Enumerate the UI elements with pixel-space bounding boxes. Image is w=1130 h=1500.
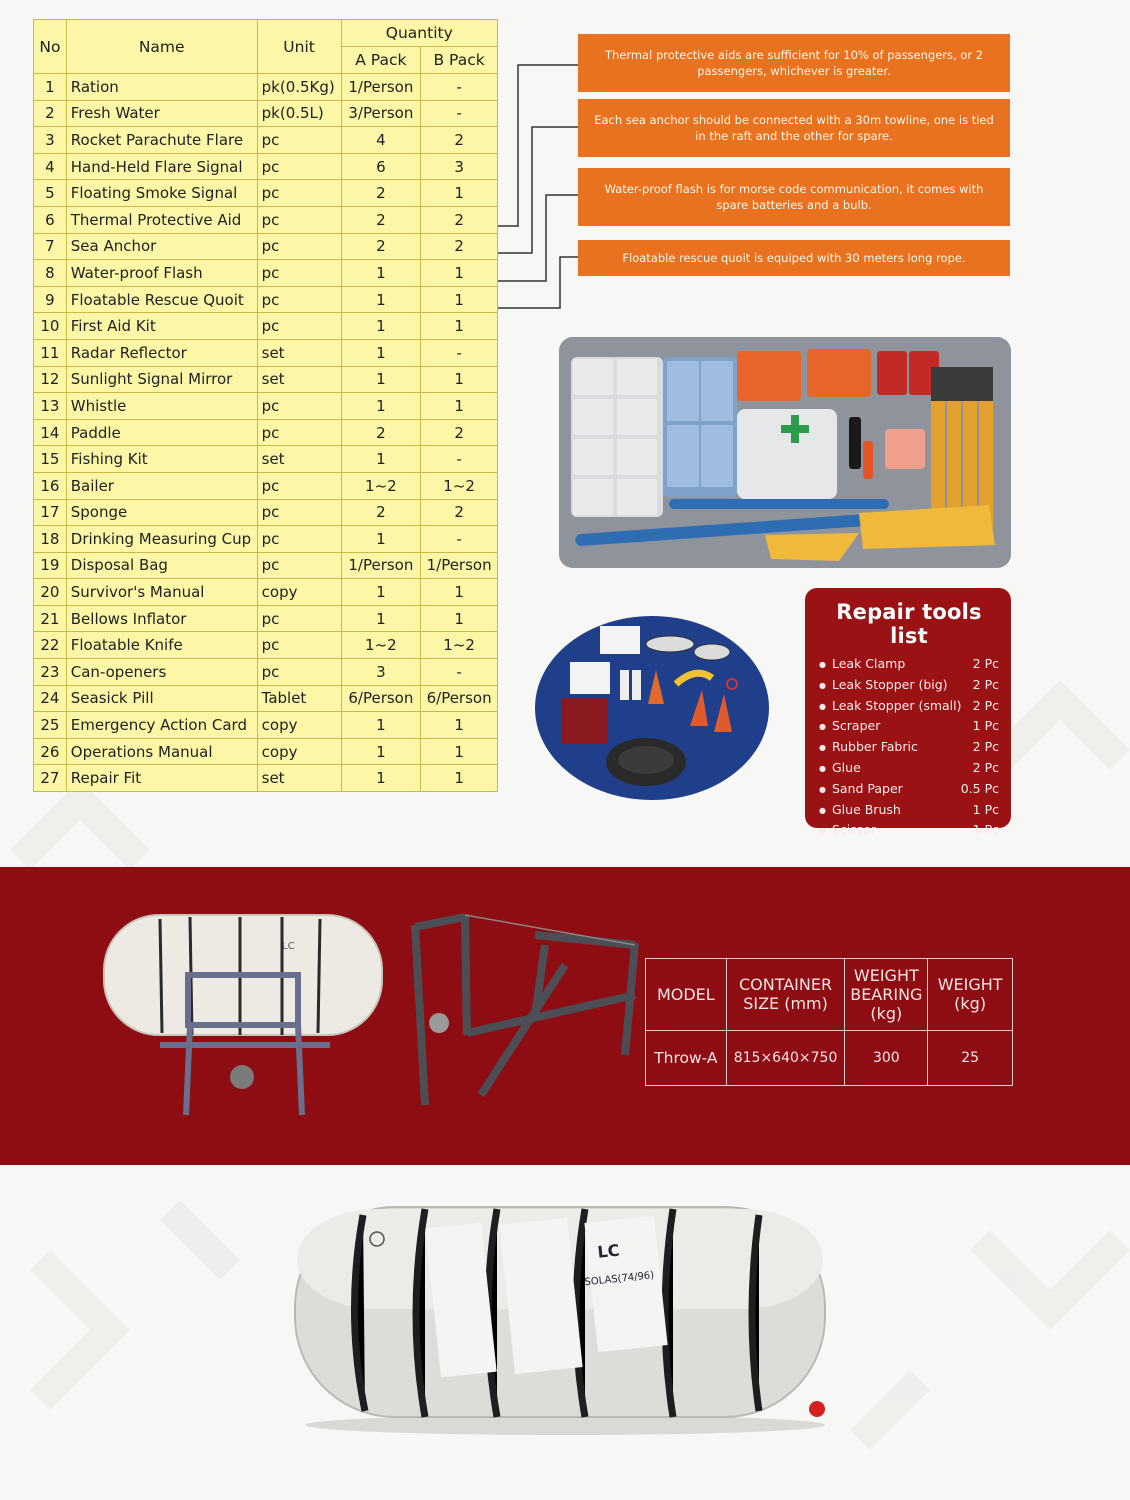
table-row (34, 738, 498, 765)
list-item (819, 654, 999, 675)
repair-item-qty: 1 Pc (972, 718, 999, 734)
container-solas-label: SOLAS(74/96) (584, 1270, 655, 1289)
row-a-pack: 1 (341, 765, 421, 792)
row-name: Repair Fit (66, 765, 257, 792)
glue-tube-icon (620, 670, 629, 700)
row-unit: set (257, 339, 341, 366)
row-a-pack: 1 (341, 579, 421, 606)
table-row (34, 499, 498, 526)
table-row (34, 605, 498, 632)
row-unit: pc (257, 180, 341, 207)
row-no: 20 (34, 579, 67, 606)
row-no: 22 (34, 632, 67, 659)
leak-clamp-icon (646, 636, 694, 652)
row-b-pack: 1~2 (421, 472, 498, 499)
row-unit: pc (257, 499, 341, 526)
row-a-pack: 6/Person (341, 685, 421, 712)
list-item (819, 779, 999, 800)
row-no: 27 (34, 765, 67, 792)
row-name: Floating Smoke Signal (66, 180, 257, 207)
row-no: 19 (34, 552, 67, 579)
row-b-pack: 1 (421, 712, 498, 739)
table-row (34, 579, 498, 606)
repair-item-name: ● Leak Stopper (big) (819, 675, 948, 696)
repair-item-qty: 0.5 Pc (960, 780, 999, 796)
row-no: 14 (34, 419, 67, 446)
row-b-pack: - (421, 74, 498, 101)
row-name: Floatable Knife (66, 632, 257, 659)
row-unit: set (257, 446, 341, 473)
repair-tools-title: Repair tools list (836, 600, 982, 648)
repair-item-qty: 1 Pc (972, 801, 999, 817)
list-item (819, 758, 999, 779)
row-unit: pc (257, 233, 341, 260)
repair-item-name: ● Rubber Fabric (819, 737, 918, 758)
launching-cradle-image (405, 905, 645, 1130)
raft-container-large-image (285, 1195, 845, 1435)
row-a-pack: 2 (341, 233, 421, 260)
row-name: Paddle (66, 419, 257, 446)
row-unit: copy (257, 579, 341, 606)
row-name: Bailer (66, 472, 257, 499)
table-row (34, 419, 498, 446)
row-name: Fishing Kit (66, 446, 257, 473)
callout-waterproof-flash: Water-proof flash is for morse code communication, it comes with spare batteries and a bulb. (578, 168, 1010, 226)
row-unit: pc (257, 632, 341, 659)
row-a-pack: 1 (341, 286, 421, 313)
header-unit: Unit (257, 20, 341, 74)
row-name: Seasick Pill (66, 685, 257, 712)
repair-tools-list (805, 588, 1011, 838)
row-a-pack: 1 (341, 339, 421, 366)
row-b-pack: - (421, 100, 498, 127)
repair-item-qty: 1 Pc (972, 822, 999, 838)
row-b-pack: 1 (421, 260, 498, 287)
row-no: 26 (34, 738, 67, 765)
row-name: Water-proof Flash (66, 260, 257, 287)
callout-thermal-aid: Thermal protective aids are sufficient for 10% of passengers, or 2 passengers, whichever is greater. (578, 34, 1010, 92)
row-b-pack: - (421, 339, 498, 366)
row-unit: pc (257, 206, 341, 233)
row-no: 21 (34, 605, 67, 632)
row-no: 15 (34, 446, 67, 473)
rubber-fabric-icon (562, 698, 608, 744)
row-a-pack: 1~2 (341, 472, 421, 499)
row-name: Can-openers (66, 659, 257, 686)
row-a-pack: 2 (341, 499, 421, 526)
repair-item-qty: 2 Pc (972, 697, 999, 713)
spec-header-model: MODEL (646, 959, 727, 1031)
table-row (34, 712, 498, 739)
repair-item-qty: 2 Pc (972, 759, 999, 775)
row-unit: pc (257, 286, 341, 313)
list-item (819, 800, 999, 821)
header-no: No (34, 20, 67, 74)
row-name: First Aid Kit (66, 313, 257, 340)
repair-item-name: ● Scissor (819, 820, 876, 841)
row-name: Sea Anchor (66, 233, 257, 260)
callout-rescue-quoit: Floatable rescue quoit is equiped with 30 meters long rope. (578, 240, 1010, 276)
list-item (819, 696, 999, 717)
row-unit: copy (257, 738, 341, 765)
row-a-pack: 1 (341, 712, 421, 739)
container-logo-large: LC (596, 1240, 621, 1262)
row-no: 18 (34, 526, 67, 553)
row-b-pack: 2 (421, 419, 498, 446)
drain-plug-icon (809, 1401, 825, 1417)
table-row (34, 765, 498, 792)
row-no: 7 (34, 233, 67, 260)
callout-sea-anchor: Each sea anchor should be connected with a 30m towline, one is tied in the raft and the other for spare. (578, 99, 1010, 157)
row-b-pack: 1/Person (421, 552, 498, 579)
row-unit: pc (257, 313, 341, 340)
repair-item-qty: 2 Pc (972, 656, 999, 671)
row-a-pack: 1~2 (341, 632, 421, 659)
row-b-pack: 1 (421, 579, 498, 606)
row-a-pack: 2 (341, 206, 421, 233)
row-b-pack: - (421, 659, 498, 686)
list-item (819, 737, 999, 758)
sandpaper-icon (600, 626, 640, 654)
row-name: Hand-Held Flare Signal (66, 153, 257, 180)
spec-table (645, 958, 1013, 1086)
row-a-pack: 3/Person (341, 100, 421, 127)
row-unit: pk(0.5L) (257, 100, 341, 127)
header-quantity: Quantity (341, 20, 497, 47)
row-unit: pc (257, 659, 341, 686)
repair-item-name: ● Sand Paper (819, 779, 903, 800)
row-name: Sponge (66, 499, 257, 526)
row-no: 17 (34, 499, 67, 526)
table-row (34, 632, 498, 659)
spec-weight-bearing: 300 (845, 1030, 928, 1085)
row-no: 3 (34, 127, 67, 154)
repair-item-qty: 2 Pc (972, 676, 999, 692)
row-name: Survivor's Manual (66, 579, 257, 606)
row-unit: pc (257, 260, 341, 287)
row-a-pack: 1 (341, 313, 421, 340)
row-name: Emergency Action Card (66, 712, 257, 739)
row-a-pack: 1 (341, 605, 421, 632)
row-name: Operations Manual (66, 738, 257, 765)
row-b-pack: 1 (421, 366, 498, 393)
container-logo-small: LC (282, 941, 295, 952)
row-b-pack: 3 (421, 153, 498, 180)
release-unit-icon (429, 1013, 449, 1033)
list-item (819, 675, 999, 696)
table-row (34, 393, 498, 420)
row-unit: copy (257, 712, 341, 739)
list-item (819, 716, 999, 737)
row-no: 24 (34, 685, 67, 712)
row-name: Bellows Inflator (66, 605, 257, 632)
row-name: Ration (66, 74, 257, 101)
row-no: 4 (34, 153, 67, 180)
repair-tools-items (819, 654, 999, 841)
row-a-pack: 2 (341, 180, 421, 207)
row-no: 2 (34, 100, 67, 127)
row-b-pack: 1 (421, 605, 498, 632)
row-no: 1 (34, 74, 67, 101)
row-unit: pc (257, 605, 341, 632)
row-no: 10 (34, 313, 67, 340)
row-b-pack: 2 (421, 499, 498, 526)
row-a-pack: 6 (341, 153, 421, 180)
repair-item-name: ● Glue (819, 758, 861, 779)
first-aid-bag-icon (737, 409, 837, 499)
row-name: Thermal Protective Aid (66, 206, 257, 233)
spec-container-size: 815×640×750 (726, 1030, 845, 1085)
row-no: 23 (34, 659, 67, 686)
row-no: 9 (34, 286, 67, 313)
row-no: 6 (34, 206, 67, 233)
table-row (34, 366, 498, 393)
spec-header-container-size: CONTAINER SIZE (mm) (726, 959, 845, 1031)
row-unit: pc (257, 552, 341, 579)
row-a-pack: 1 (341, 738, 421, 765)
repair-item-name: ● Leak Clamp (819, 654, 905, 675)
row-b-pack: 1~2 (421, 632, 498, 659)
row-a-pack: 1 (341, 446, 421, 473)
row-unit: pc (257, 419, 341, 446)
row-name: Disposal Bag (66, 552, 257, 579)
table-row (34, 659, 498, 686)
water-packs-icon (663, 357, 737, 497)
spec-header-weight-bearing: WEIGHT BEARING (kg) (845, 959, 928, 1031)
spec-weight: 25 (928, 1030, 1013, 1085)
row-b-pack: 2 (421, 206, 498, 233)
table-row (34, 685, 498, 712)
row-a-pack: 1 (341, 366, 421, 393)
row-a-pack: 1 (341, 526, 421, 553)
header-b-pack: B Pack (421, 47, 498, 74)
row-a-pack: 1/Person (341, 74, 421, 101)
repair-item-name: ● Scraper (819, 716, 880, 737)
row-no: 16 (34, 472, 67, 499)
row-a-pack: 3 (341, 659, 421, 686)
row-unit: pc (257, 526, 341, 553)
row-unit: pc (257, 153, 341, 180)
row-a-pack: 1 (341, 393, 421, 420)
header-a-pack: A Pack (341, 47, 421, 74)
list-item (819, 820, 999, 841)
table-row (34, 472, 498, 499)
table-row (34, 552, 498, 579)
row-no: 8 (34, 260, 67, 287)
spec-header-weight: WEIGHT (kg) (928, 959, 1013, 1031)
hydrostatic-release-icon (230, 1065, 254, 1089)
row-name: Radar Reflector (66, 339, 257, 366)
survival-kit-photo (559, 337, 1011, 568)
table-row (34, 339, 498, 366)
row-unit: pc (257, 127, 341, 154)
row-no: 5 (34, 180, 67, 207)
row-b-pack: 1 (421, 765, 498, 792)
row-unit: Tablet (257, 685, 341, 712)
row-b-pack: 2 (421, 233, 498, 260)
row-b-pack: - (421, 526, 498, 553)
repair-item-qty: 2 Pc (972, 739, 999, 755)
row-unit: pc (257, 472, 341, 499)
row-no: 11 (34, 339, 67, 366)
row-no: 25 (34, 712, 67, 739)
row-b-pack: 1 (421, 180, 498, 207)
row-b-pack: 1 (421, 286, 498, 313)
row-name: Sunlight Signal Mirror (66, 366, 257, 393)
row-a-pack: 4 (341, 127, 421, 154)
row-b-pack: 6/Person (421, 685, 498, 712)
table-row (34, 446, 498, 473)
row-b-pack: 1 (421, 393, 498, 420)
header-name: Name (66, 20, 257, 74)
repair-item-name: ● Leak Stopper (small) (819, 696, 962, 717)
row-name: Fresh Water (66, 100, 257, 127)
row-unit: set (257, 765, 341, 792)
row-unit: pc (257, 393, 341, 420)
table-row (34, 526, 498, 553)
row-b-pack: 1 (421, 313, 498, 340)
row-name: Floatable Rescue Quoit (66, 286, 257, 313)
row-no: 13 (34, 393, 67, 420)
ration-packs-icon (571, 357, 663, 517)
row-b-pack: 1 (421, 738, 498, 765)
row-name: Whistle (66, 393, 257, 420)
raft-container-on-cradle-image (100, 905, 390, 1125)
row-b-pack: - (421, 446, 498, 473)
row-b-pack: 2 (421, 127, 498, 154)
row-unit: set (257, 366, 341, 393)
row-no: 12 (34, 366, 67, 393)
row-name: Drinking Measuring Cup (66, 526, 257, 553)
row-a-pack: 1 (341, 260, 421, 287)
row-name: Rocket Parachute Flare (66, 127, 257, 154)
spec-model: Throw-A (646, 1030, 727, 1085)
repair-item-name: ● Glue Brush (819, 800, 901, 821)
repair-kit-photo (534, 614, 770, 802)
row-a-pack: 1/Person (341, 552, 421, 579)
row-a-pack: 2 (341, 419, 421, 446)
row-unit: pk(0.5Kg) (257, 74, 341, 101)
